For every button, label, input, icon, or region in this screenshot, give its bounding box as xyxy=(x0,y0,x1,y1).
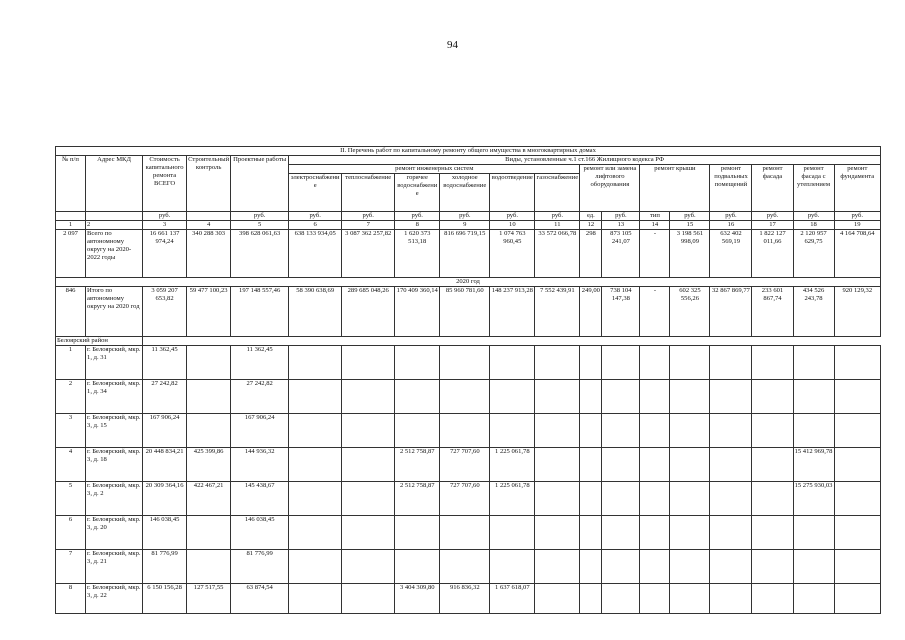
total-2020-cell: 434 526 243,78 xyxy=(793,287,834,337)
row-cell: 11 362,45 xyxy=(231,346,289,380)
unit-cell: руб. xyxy=(670,212,710,221)
row-cell xyxy=(342,482,395,516)
row-cell xyxy=(602,584,640,614)
row-cell xyxy=(490,414,535,448)
row-cell xyxy=(395,380,440,414)
row-cell xyxy=(710,584,752,614)
total-all-cell: 398 628 061,63 xyxy=(231,230,289,278)
row-cell xyxy=(187,516,231,550)
total-all-cell: 33 572 066,78 xyxy=(535,230,580,278)
row-cell xyxy=(670,414,710,448)
unit-cell: руб. xyxy=(143,212,187,221)
row-cell: 727 707,60 xyxy=(440,482,490,516)
column-number-cell: 14 xyxy=(640,221,670,230)
row-cell xyxy=(395,346,440,380)
row-cell xyxy=(640,482,670,516)
row-cell xyxy=(793,584,834,614)
row-cell xyxy=(535,482,580,516)
column-number-cell: 15 xyxy=(670,221,710,230)
column-number-cell: 5 xyxy=(231,221,289,230)
row-cell xyxy=(640,448,670,482)
total-all-cell: 638 133 934,05 xyxy=(289,230,342,278)
row-cell xyxy=(752,584,793,614)
total-all-cell: 298 xyxy=(580,230,602,278)
header-gas: газоснабжение xyxy=(535,174,580,212)
table-row xyxy=(56,346,881,380)
row-cell xyxy=(793,380,834,414)
unit-cell: руб. xyxy=(231,212,289,221)
total-2020-cell: 920 129,32 xyxy=(834,287,880,337)
table-row xyxy=(56,516,881,550)
header-drainage: водоотведение xyxy=(490,174,535,212)
row-cell xyxy=(670,482,710,516)
total-2020-cell: 289 685 048,26 xyxy=(342,287,395,337)
row-cell xyxy=(289,380,342,414)
row-cell xyxy=(710,380,752,414)
row-cell: 20 448 834,21 xyxy=(143,448,187,482)
header-num: № п/п xyxy=(56,156,86,212)
row-num: 6 xyxy=(56,516,86,550)
row-cell xyxy=(535,584,580,614)
unit-cell: ед. xyxy=(580,212,602,221)
row-cell: 127 517,55 xyxy=(187,584,231,614)
unit-cell: руб. xyxy=(342,212,395,221)
row-cell xyxy=(342,380,395,414)
header-cold-water: холодное водоснабжение xyxy=(440,174,490,212)
row-cell: 727 707,60 xyxy=(440,448,490,482)
row-cell xyxy=(602,380,640,414)
row-cell xyxy=(834,584,880,614)
row-num: 7 xyxy=(56,550,86,584)
total-2020-cell: - xyxy=(640,287,670,337)
total-all-cell: 4 164 708,64 xyxy=(834,230,880,278)
row-cell xyxy=(289,414,342,448)
row-address: г. Белоярский, мкр. 3, д. 22 xyxy=(86,584,143,614)
total-2020-cell: 148 237 913,28 xyxy=(490,287,535,337)
row-cell xyxy=(670,584,710,614)
total-all-cell: 632 402 569,19 xyxy=(710,230,752,278)
total-2020-cell: 249,00 xyxy=(580,287,602,337)
row-cell: 146 038,45 xyxy=(143,516,187,550)
row-cell: 11 362,45 xyxy=(143,346,187,380)
row-cell xyxy=(710,550,752,584)
row-cell xyxy=(490,516,535,550)
total-all-address: Всего по автономному округу на 2020-2022 годы xyxy=(86,230,143,278)
header-basement: ремонт подвальных помещений xyxy=(710,165,752,212)
units-spacer-1 xyxy=(56,212,86,221)
column-number-cell: 12 xyxy=(580,221,602,230)
row-cell: 144 936,32 xyxy=(231,448,289,482)
row-cell: 146 038,45 xyxy=(231,516,289,550)
row-cell xyxy=(752,346,793,380)
total-all-num: 2 097 xyxy=(56,230,86,278)
total-2020-cell: 602 325 556,26 xyxy=(670,287,710,337)
row-cell: 63 874,54 xyxy=(231,584,289,614)
header-heat: теплоснабжение xyxy=(342,174,395,212)
row-num: 4 xyxy=(56,448,86,482)
row-cell: 15 275 930,03 xyxy=(793,482,834,516)
column-number-row xyxy=(56,221,881,230)
row-cell xyxy=(670,346,710,380)
section-title: II. Перечень работ по капитальному ремонту общего имущества в многоквартирных домах xyxy=(56,147,881,156)
total-all-cell: 816 696 719,15 xyxy=(440,230,490,278)
row-cell xyxy=(834,346,880,380)
row-cell xyxy=(834,516,880,550)
row-cell: 81 776,99 xyxy=(231,550,289,584)
district-label: Белоярский район xyxy=(56,337,143,346)
row-cell xyxy=(580,482,602,516)
unit-cell: руб. xyxy=(289,212,342,221)
row-cell xyxy=(640,516,670,550)
row-cell: 2 512 758,87 xyxy=(395,482,440,516)
total-2020-cell: 58 390 638,69 xyxy=(289,287,342,337)
row-cell xyxy=(640,584,670,614)
row-cell xyxy=(580,414,602,448)
column-number-cell: 11 xyxy=(535,221,580,230)
row-cell xyxy=(342,584,395,614)
unit-cell: руб. xyxy=(440,212,490,221)
row-num: 5 xyxy=(56,482,86,516)
row-cell xyxy=(793,414,834,448)
header-foundation: ремонт фундамента xyxy=(834,165,880,212)
total-2020-cell: 738 104 147,38 xyxy=(602,287,640,337)
row-cell xyxy=(440,346,490,380)
row-cell xyxy=(670,380,710,414)
row-cell xyxy=(752,516,793,550)
row-cell xyxy=(395,516,440,550)
row-num: 2 xyxy=(56,380,86,414)
row-cell xyxy=(752,380,793,414)
row-address: г. Белоярский, мкр. 3, д. 21 xyxy=(86,550,143,584)
header-electro: электроснабжение xyxy=(289,174,342,212)
row-cell: 145 438,67 xyxy=(231,482,289,516)
total-all-cell: 3 087 362 257,82 xyxy=(342,230,395,278)
unit-cell: руб. xyxy=(490,212,535,221)
total-2020-cell: 59 477 100,23 xyxy=(187,287,231,337)
row-cell xyxy=(752,448,793,482)
column-number-cell: 6 xyxy=(289,221,342,230)
row-cell xyxy=(342,516,395,550)
row-cell xyxy=(710,516,752,550)
row-cell: 3 404 309,80 xyxy=(395,584,440,614)
unit-cell: руб. xyxy=(395,212,440,221)
row-cell xyxy=(640,550,670,584)
row-cell: 15 412 969,78 xyxy=(793,448,834,482)
row-cell xyxy=(187,380,231,414)
row-cell xyxy=(640,380,670,414)
row-cell xyxy=(535,550,580,584)
row-cell xyxy=(535,516,580,550)
row-cell xyxy=(580,380,602,414)
row-cell: 27 242,82 xyxy=(143,380,187,414)
row-cell xyxy=(834,380,880,414)
units-spacer-2 xyxy=(86,212,143,221)
row-cell xyxy=(710,346,752,380)
total-2020-num: 846 xyxy=(56,287,86,337)
row-address: г. Белоярский, мкр. 3, д. 15 xyxy=(86,414,143,448)
header-hot-water: горячее водоснабжение xyxy=(395,174,440,212)
total-all-cell: 16 661 137 974,24 xyxy=(143,230,187,278)
row-cell xyxy=(602,516,640,550)
row-cell xyxy=(490,380,535,414)
row-cell xyxy=(580,516,602,550)
header-facade: ремонт фасада xyxy=(752,165,793,212)
row-cell xyxy=(187,414,231,448)
total-all-cell: 340 288 303 xyxy=(187,230,231,278)
row-cell xyxy=(793,346,834,380)
column-number-cell: 7 xyxy=(342,221,395,230)
column-number-cell: 9 xyxy=(440,221,490,230)
row-cell xyxy=(490,550,535,584)
row-cell xyxy=(640,346,670,380)
total-2020-cell: 32 867 869,77 xyxy=(710,287,752,337)
row-cell xyxy=(670,550,710,584)
header-construction-control: Строительный контроль xyxy=(187,156,231,212)
row-cell xyxy=(752,550,793,584)
total-all-cell: 873 105 241,07 xyxy=(602,230,640,278)
row-cell xyxy=(710,414,752,448)
row-cell xyxy=(440,550,490,584)
column-number-cell: 18 xyxy=(793,221,834,230)
table-row xyxy=(56,448,881,482)
row-cell xyxy=(342,448,395,482)
row-cell xyxy=(793,516,834,550)
row-cell xyxy=(580,346,602,380)
total-2020-cell: 233 601 867,74 xyxy=(752,287,793,337)
row-cell xyxy=(440,516,490,550)
row-cell: 167 906,24 xyxy=(231,414,289,448)
row-cell xyxy=(834,550,880,584)
row-cell: 1 225 061,78 xyxy=(490,448,535,482)
unit-cell: тип xyxy=(640,212,670,221)
row-address: г. Белоярский, мкр. 3, д. 20 xyxy=(86,516,143,550)
row-cell: 167 906,24 xyxy=(143,414,187,448)
header-cost-total: Стоимость капитального ремонта ВСЕГО xyxy=(143,156,187,212)
column-number-cell: 8 xyxy=(395,221,440,230)
total-2020-cell: 7 552 439,91 xyxy=(535,287,580,337)
row-cell xyxy=(535,448,580,482)
column-number-cell: 19 xyxy=(834,221,880,230)
row-cell xyxy=(640,414,670,448)
row-num: 3 xyxy=(56,414,86,448)
total-2020-cell: 85 960 781,60 xyxy=(440,287,490,337)
row-cell xyxy=(710,482,752,516)
row-cell xyxy=(289,482,342,516)
row-cell xyxy=(834,448,880,482)
total-all-cell: 2 120 957 629,75 xyxy=(793,230,834,278)
district-spacer xyxy=(143,337,881,346)
row-cell: 422 467,21 xyxy=(187,482,231,516)
row-address: г. Белоярский, мкр. 1, д. 34 xyxy=(86,380,143,414)
row-num: 1 xyxy=(56,346,86,380)
row-cell xyxy=(535,414,580,448)
column-number-cell: 10 xyxy=(490,221,535,230)
row-cell xyxy=(580,550,602,584)
unit-cell: руб. xyxy=(834,212,880,221)
row-cell xyxy=(289,448,342,482)
unit-cell: руб. xyxy=(602,212,640,221)
row-cell xyxy=(187,346,231,380)
row-cell xyxy=(535,380,580,414)
header-engineering-systems: ремонт инженерных систем xyxy=(289,165,580,174)
table-row xyxy=(56,482,881,516)
total-2020-cell: 3 059 207 653,82 xyxy=(143,287,187,337)
row-cell xyxy=(289,584,342,614)
total-all-cell: 1 620 373 513,18 xyxy=(395,230,440,278)
table-row xyxy=(56,584,881,614)
page-number: 94 xyxy=(447,39,458,51)
row-cell xyxy=(670,516,710,550)
row-cell xyxy=(342,414,395,448)
total-all-cell: - xyxy=(640,230,670,278)
row-cell: 81 776,99 xyxy=(143,550,187,584)
column-number-num: 1 xyxy=(56,221,86,230)
row-cell: 1 225 061,78 xyxy=(490,482,535,516)
unit-cell xyxy=(187,212,231,221)
row-cell xyxy=(187,550,231,584)
total-2020-cell: 170 409 360,14 xyxy=(395,287,440,337)
row-cell xyxy=(602,346,640,380)
row-cell xyxy=(602,448,640,482)
column-number-cell: 3 xyxy=(143,221,187,230)
row-cell xyxy=(602,414,640,448)
row-cell: 2 512 758,87 xyxy=(395,448,440,482)
row-address: г. Белоярский, мкр. 3, д. 2 xyxy=(86,482,143,516)
header-work-types: Виды, установленные ч.1 ст.166 Жилищного кодекса РФ xyxy=(289,156,881,165)
column-number-cell: 16 xyxy=(710,221,752,230)
row-cell xyxy=(289,346,342,380)
header-address: Адрес МКД xyxy=(86,156,143,212)
row-cell: 20 309 364,16 xyxy=(143,482,187,516)
unit-cell: руб. xyxy=(752,212,793,221)
total-all-cell: 3 198 561 998,09 xyxy=(670,230,710,278)
column-number-address: 2 xyxy=(86,221,143,230)
row-cell xyxy=(440,414,490,448)
year-label: 2020 год xyxy=(56,278,881,287)
total-all-cell: 1 822 127 011,66 xyxy=(752,230,793,278)
row-cell xyxy=(752,414,793,448)
total-2020-address: Итого по автономному округу на 2020 год xyxy=(86,287,143,337)
column-number-cell: 4 xyxy=(187,221,231,230)
total-2020-row xyxy=(56,287,881,337)
row-cell xyxy=(752,482,793,516)
unit-cell: руб. xyxy=(535,212,580,221)
row-cell xyxy=(440,380,490,414)
row-cell: 6 150 156,28 xyxy=(143,584,187,614)
row-cell xyxy=(395,414,440,448)
row-cell xyxy=(580,584,602,614)
total-all-cell: 1 074 763 960,45 xyxy=(490,230,535,278)
row-cell xyxy=(342,550,395,584)
row-cell xyxy=(834,482,880,516)
row-address: г. Белоярский, мкр. 3, д. 18 xyxy=(86,448,143,482)
header-design-works: Проектные работы xyxy=(231,156,289,212)
unit-cell: руб. xyxy=(793,212,834,221)
row-cell xyxy=(289,516,342,550)
header-roof: ремонт крыши xyxy=(640,165,710,212)
header-elevator: ремонт или замена лифтового оборудования xyxy=(580,165,640,212)
total-2020-cell: 197 148 557,46 xyxy=(231,287,289,337)
row-cell xyxy=(395,550,440,584)
row-cell xyxy=(602,550,640,584)
header-facade-insulation: ремонт фасада с утеплением xyxy=(793,165,834,212)
capital-repair-table xyxy=(55,146,881,614)
row-address: г. Белоярский, мкр. 1, д. 31 xyxy=(86,346,143,380)
column-number-cell: 17 xyxy=(752,221,793,230)
total-2020-2022-row xyxy=(56,230,881,278)
table-row xyxy=(56,380,881,414)
row-cell xyxy=(289,550,342,584)
table-row xyxy=(56,414,881,448)
row-cell: 27 242,82 xyxy=(231,380,289,414)
row-cell xyxy=(602,482,640,516)
row-num: 8 xyxy=(56,584,86,614)
row-cell xyxy=(834,414,880,448)
row-cell: 1 637 618,07 xyxy=(490,584,535,614)
row-cell xyxy=(580,448,602,482)
table-row xyxy=(56,550,881,584)
column-number-cell: 13 xyxy=(602,221,640,230)
row-cell: 916 836,32 xyxy=(440,584,490,614)
row-cell: 425 399,86 xyxy=(187,448,231,482)
row-cell xyxy=(670,448,710,482)
row-cell xyxy=(342,346,395,380)
row-cell xyxy=(490,346,535,380)
row-cell xyxy=(793,550,834,584)
row-cell xyxy=(710,448,752,482)
unit-cell: руб. xyxy=(710,212,752,221)
row-cell xyxy=(535,346,580,380)
